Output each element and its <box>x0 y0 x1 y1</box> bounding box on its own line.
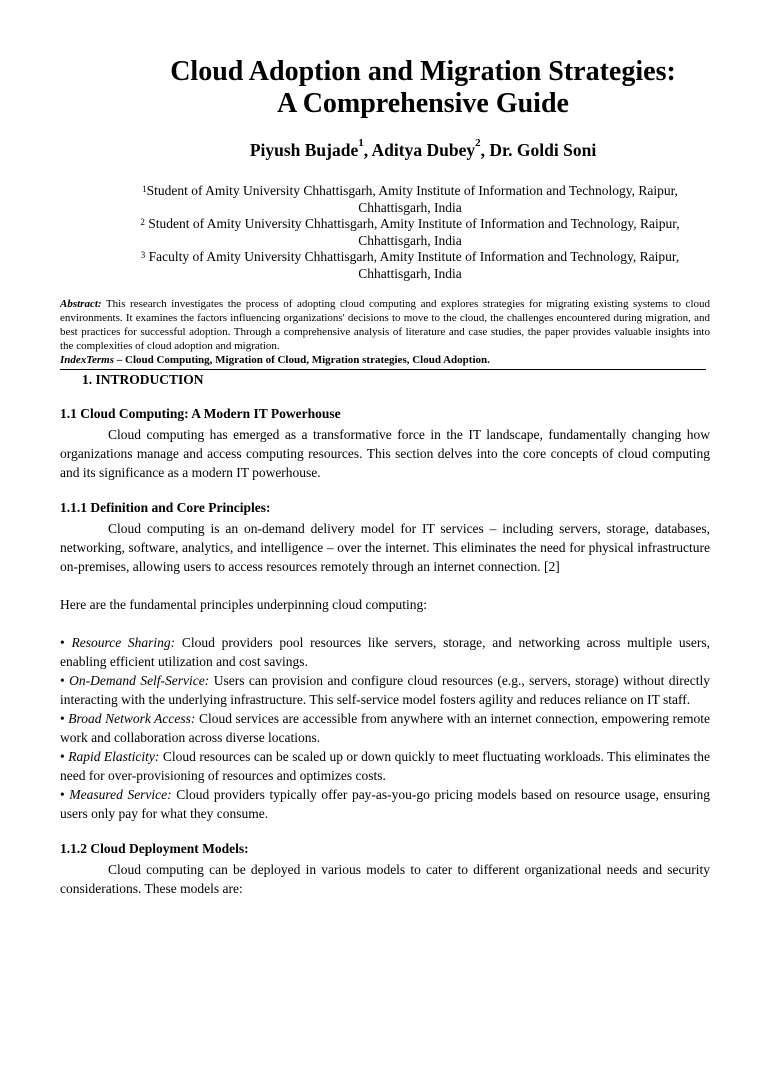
index-terms-text: – Cloud Computing, Migration of Cloud, Migration strategies, Cloud Adoption. <box>114 354 490 366</box>
list-item <box>60 709 710 747</box>
bullet-glyph: • <box>60 673 70 688</box>
affiliation-sup: 2 <box>140 217 145 227</box>
paragraph: Cloud computing can be deployed in various models to cater to different organizational needs and security considerations. These models are: <box>60 862 710 896</box>
author-list <box>60 137 710 161</box>
bullet-glyph: • <box>60 711 69 726</box>
principle-term: On-Demand Self-Service: <box>69 673 210 688</box>
affiliation-text: Faculty of Amity University Chhattisgarh, Amity Institute of Information and Technology, Raipur, Chhattisgarh, India <box>145 249 680 281</box>
abstract-label: Abstract: <box>60 298 102 310</box>
affiliation <box>120 216 700 249</box>
affiliation-text: Student of Amity University Chhattisgarh, Amity Institute of Information and Technology, Raipur, Chhattisgarh, India <box>146 183 678 215</box>
principles-intro: Here are the fundamental principles underpinning cloud computing: <box>60 597 428 612</box>
affiliation <box>120 183 700 216</box>
subsection-heading: 1.1 Cloud Computing: A Modern IT Powerhouse <box>60 406 341 421</box>
list-item <box>60 633 710 671</box>
list-item <box>60 671 710 709</box>
subsection-heading: 1.1.2 Cloud Deployment Models: <box>60 841 249 856</box>
author-name: Piyush Bujade <box>249 140 359 160</box>
principle-text: Cloud services are accessible from anywhere with an internet connection, empowering remote work and collaboration across diverse locations. <box>60 711 710 745</box>
principles-list <box>60 633 710 823</box>
principle-text: Cloud providers pool resources like servers, storage, and networking across multiple users, enabling efficient utilization and cost savings. <box>60 635 710 669</box>
author-sep: , <box>363 140 372 160</box>
affiliation-sup: 1 <box>142 184 147 194</box>
principle-text: Users can provision and configure cloud resources (e.g., servers, storage) without directly interacting with the underlying infrastructure. This self-service model fosters agility and reduces reliance on IT staff. <box>60 673 710 707</box>
principle-text: Cloud providers typically offer pay-as-you-go pricing models based on resource usage, ensuring users only pay for what they consume. <box>60 787 710 821</box>
affiliation-sup: 3 <box>140 250 146 260</box>
bullet-glyph: • <box>60 787 70 802</box>
index-terms <box>60 353 710 367</box>
section-heading-introduction: 1. INTRODUCTION <box>82 372 204 387</box>
principle-term: Broad Network Access: <box>68 711 196 726</box>
paragraph: Cloud computing has emerged as a transformative force in the IT landscape, fundamentally changing how organizations manage and access computing resources. This section delves into the core concepts of cloud computing and its significance as a modern IT powerhouse. <box>60 427 710 480</box>
bullet-glyph: • <box>60 635 72 650</box>
bullet-glyph: • <box>60 749 69 764</box>
abstract-text: This research investigates the process of adopting cloud computing and explores strategies for migrating existing systems to cloud environments. It examines the factors influencing organizations' decisions to move to the cloud, the challenges encountered during migration, and best practices for successful adoption. Through a comprehensive analysis of literature and case studies, the paper provides valuable insights into the complexities of cloud adoption and migration. <box>60 298 710 352</box>
title-line-1: Cloud Adoption and Migration Strategies: <box>170 56 676 87</box>
abstract <box>60 297 710 353</box>
paper-title <box>60 56 710 120</box>
section-divider <box>60 369 706 370</box>
principle-text: Cloud resources can be scaled up or down quickly to meet fluctuating workloads. This eliminates the need for over-provisioning of resources and optimizes costs. <box>60 749 710 783</box>
subsection-heading: 1.1.1 Definition and Core Principles: <box>60 500 271 515</box>
title-line-2: A Comprehensive Guide <box>277 88 569 119</box>
author-name: Aditya Dubey <box>371 140 476 160</box>
author-sup: 1 <box>358 137 364 149</box>
principle-term: Measured Service: <box>69 787 172 802</box>
affiliations <box>60 183 710 282</box>
author-name: Dr. Goldi Soni <box>489 140 597 160</box>
paragraph: Cloud computing is an on-demand delivery model for IT services – including servers, storage, databases, networking, software, analytics, and intelligence – over the internet. This eliminates the need for physical infrastructure on-premises, allowing users to access resources remotely through an internet connection. [2] <box>60 521 710 574</box>
author-sup: 2 <box>475 137 481 149</box>
list-item <box>60 785 710 823</box>
principle-term: Resource Sharing: <box>71 635 176 650</box>
list-item <box>60 747 710 785</box>
index-terms-label: IndexTerms <box>60 354 114 366</box>
paper-page <box>0 56 768 1080</box>
principle-term: Rapid Elasticity: <box>68 749 160 764</box>
affiliation-text: Student of Amity University Chhattisgarh, Amity Institute of Information and Technology, Raipur, Chhattisgarh, India <box>144 216 680 248</box>
author-sep: , <box>480 140 490 160</box>
affiliation <box>120 249 700 282</box>
